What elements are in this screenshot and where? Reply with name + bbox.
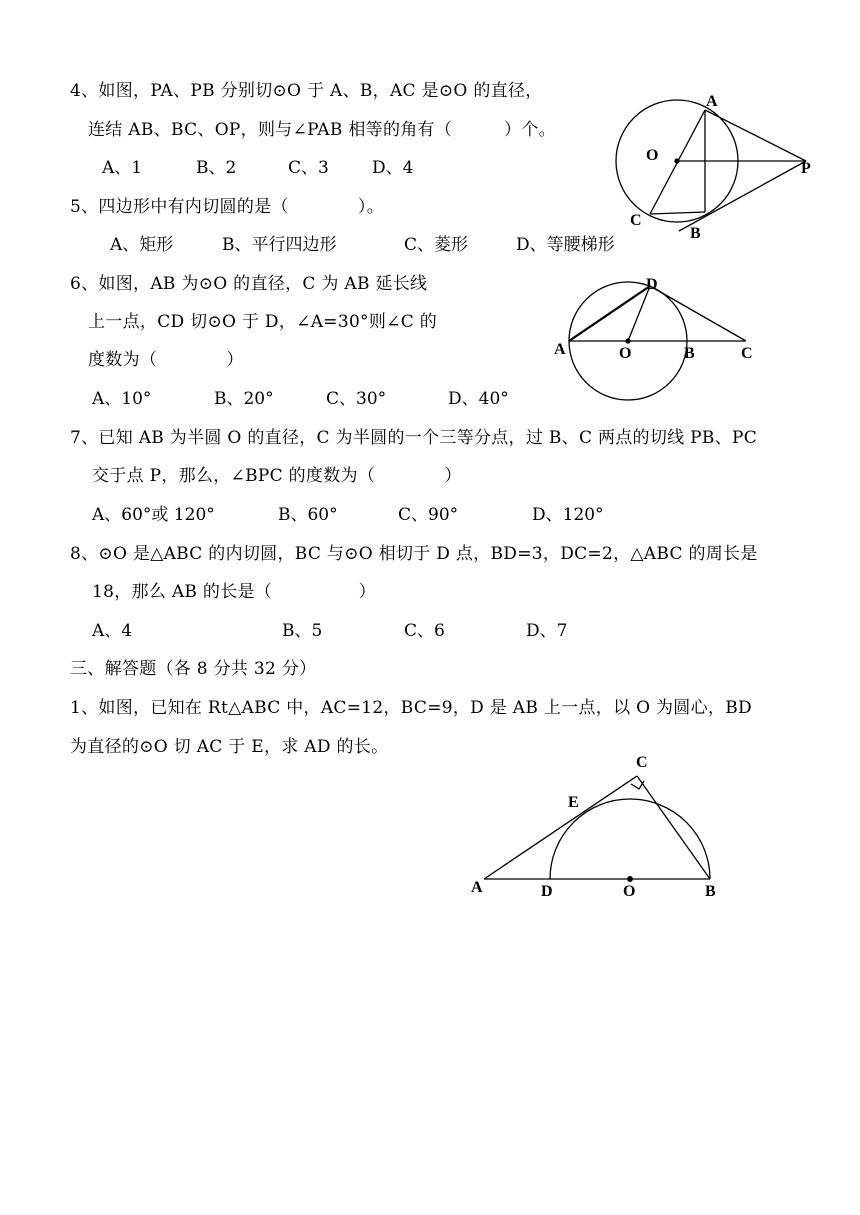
q6-line3: 度数为（ ） [88, 350, 244, 370]
q5-option-a[interactable]: A、矩形 [110, 235, 174, 255]
q6-label-d: D [646, 276, 658, 293]
q6-option-a[interactable]: A、10° [92, 389, 152, 409]
q7-line1: 7、已知 AB 为半圆 O 的直径，C 为半圆的一个三等分点，过 B、C 两点的切线 PB、PC [70, 428, 758, 448]
q4-line1: 4、如图，PA、PB 分别切⊙O 于 A、B，AC 是⊙O 的直径， [70, 81, 543, 101]
q5-option-b[interactable]: B、平行四边形 [222, 235, 337, 255]
s1-label-c: C [636, 754, 648, 771]
q4-option-c[interactable]: C、3 [288, 158, 329, 178]
q8-line1: 8、⊙O 是△ABC 的内切圆，BC 与⊙O 相切于 D 点，BD=3，DC=2，△ABC 的周长是 [70, 544, 758, 564]
section3-heading: 三、解答题（各 8 分共 32 分） [70, 659, 317, 679]
q5-line1: 5、四边形中有内切圆的是（ ）。 [70, 197, 385, 217]
q4-option-a[interactable]: A、1 [102, 158, 143, 178]
q6-line1: 6、如图，AB 为⊙O 的直径，C 为 AB 延长线 [70, 274, 428, 294]
q6-option-d[interactable]: D、40° [448, 389, 509, 409]
q7-option-d[interactable]: D、120° [532, 505, 604, 525]
s1-label-b: B [705, 883, 716, 900]
q6-label-o: O [619, 345, 632, 362]
q7-option-c[interactable]: C、90° [398, 505, 459, 525]
q6-option-b[interactable]: B、20° [214, 389, 274, 409]
s1-line-ac [484, 776, 637, 879]
s1-label-d: D [541, 883, 553, 900]
q4-label-c: C [630, 212, 642, 229]
q8-option-a[interactable]: A、4 [92, 621, 133, 641]
q4-line2: 连结 AB、BC、OP，则与∠PAB 相等的角有（ ）个。 [88, 120, 556, 140]
s1-semicircle [550, 799, 710, 879]
q8-option-c[interactable]: C、6 [404, 621, 445, 641]
q4-option-b[interactable]: B、2 [196, 158, 237, 178]
q8-line2: 18，那么 AB 的长是（ ） [92, 582, 376, 602]
q8-option-b[interactable]: B、5 [282, 621, 323, 641]
q6-label-c: C [741, 345, 753, 362]
s1-line1: 1、如图，已知在 Rt△ABC 中，AC=12，BC=9，D 是 AB 上一点，以 O 为圆心，BD [70, 698, 752, 718]
q7-line2: 交于点 P，那么，∠BPC 的度数为（ ） [92, 466, 462, 486]
s1-label-e: E [568, 794, 579, 811]
q6-option-c[interactable]: C、30° [326, 389, 387, 409]
q4-label-o: O [646, 147, 659, 164]
s1-line-cb [637, 776, 710, 879]
s1-line2: 为直径的⊙O 切 AC 于 E，求 AD 的长。 [70, 737, 389, 757]
q7-option-b[interactable]: B、60° [278, 505, 338, 525]
q6-label-a: A [554, 341, 566, 358]
q5-option-c[interactable]: C、菱形 [404, 235, 469, 255]
q7-option-a[interactable]: A、60°或 120° [92, 505, 215, 525]
q4-label-p: P [801, 160, 811, 177]
s1-label-a: A [471, 879, 483, 896]
q5-option-d[interactable]: D、等腰梯形 [516, 235, 615, 255]
q4-label-a: A [706, 93, 718, 110]
q6-label-b: B [684, 345, 695, 362]
q4-label-b: B [690, 225, 701, 242]
q8-option-d[interactable]: D、7 [526, 621, 568, 641]
q6-line2: 上一点，CD 切⊙O 于 D，∠A=30°则∠C 的 [88, 312, 438, 332]
s1-label-o: O [623, 883, 636, 900]
s1-center-dot [628, 877, 633, 882]
q4-option-d[interactable]: D、4 [372, 158, 414, 178]
